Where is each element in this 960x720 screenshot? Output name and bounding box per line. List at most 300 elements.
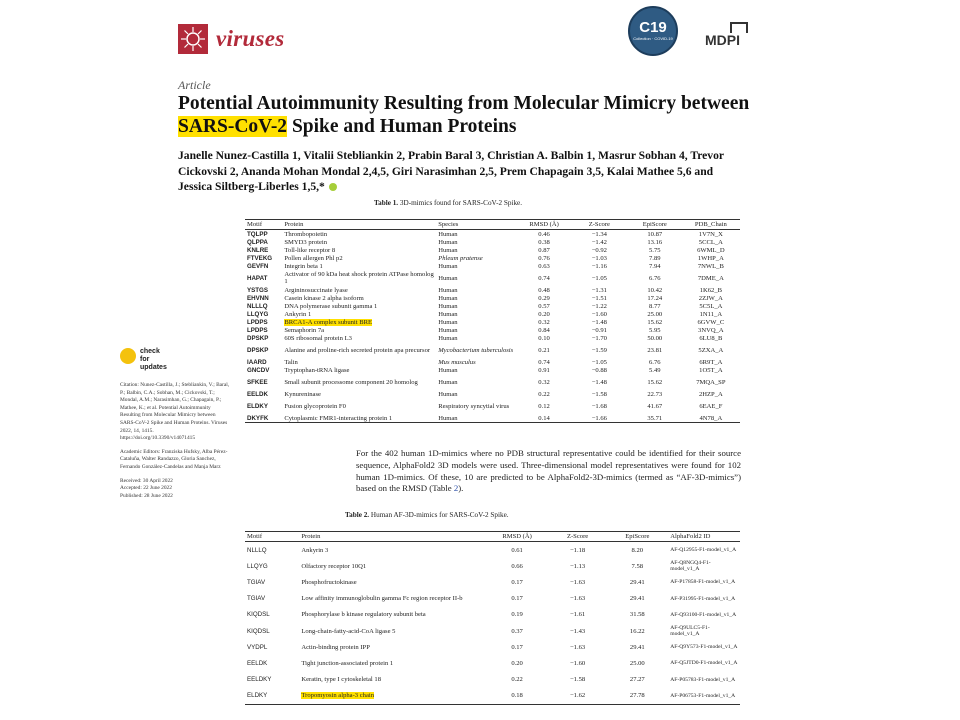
- table1-cell-text: FTVEKG: [247, 254, 273, 262]
- table2-cell: [606, 607, 668, 623]
- table1-cell-text: Human: [438, 286, 458, 294]
- table1-cell: [571, 254, 628, 262]
- table1-cell-text: 0.12: [538, 402, 550, 410]
- table1-cell: [282, 262, 436, 270]
- table1-cell-text: −0.88: [591, 366, 607, 374]
- table2-cell-text: 0.17: [511, 643, 523, 651]
- table2-cell: [245, 623, 299, 639]
- table2-cell: [299, 639, 485, 655]
- table-row: [245, 238, 740, 246]
- table2-cell-text: AF-Q8NGQ4-F1-model_v1_A: [670, 560, 711, 573]
- table1-cell: [517, 342, 571, 358]
- table2-cell: [668, 558, 740, 574]
- table1-cell-text: Fusion glycoprotein F0: [284, 402, 346, 410]
- table1-cell-text: Human: [438, 366, 458, 374]
- table1-cell: [628, 254, 682, 262]
- table2-cell-text: 27.27: [629, 676, 645, 684]
- table1-cell-text: Human: [438, 414, 458, 422]
- table2-cell-text: 0.61: [511, 546, 523, 554]
- table1-cell: [628, 294, 682, 302]
- table1-cell: [628, 398, 682, 414]
- table1-cell-text: 50.00: [647, 334, 663, 342]
- table1-header-3: RMSD (Å): [517, 220, 571, 230]
- table1-cell-text: −1.16: [591, 262, 607, 270]
- publisher-logo: MDPI: [705, 32, 740, 48]
- table1-cell-text: Integrin beta 1: [284, 262, 323, 270]
- table1-header-2: Species: [436, 220, 517, 230]
- table1-cell: [682, 310, 740, 318]
- table1-cell-text: −1.70: [591, 334, 607, 342]
- table1-cell: [282, 254, 436, 262]
- table1-cell: [682, 318, 740, 326]
- table2-cell: [668, 623, 740, 639]
- table1-cell-text: 0.32: [538, 378, 550, 386]
- table1-cell: [571, 334, 628, 342]
- table1-cell: [628, 302, 682, 310]
- table2-cell: [245, 591, 299, 607]
- table1-cell: [517, 366, 571, 374]
- table1-cell-text: 41.67: [647, 402, 663, 410]
- table-row: [245, 542, 740, 559]
- table1-cell: [245, 326, 282, 334]
- table1-cell-text: 0.46: [538, 230, 550, 238]
- table1-cell-text: GNCDV: [247, 366, 270, 374]
- table2-cell-text: 31.58: [629, 611, 645, 619]
- table1-cell-text: 5CCL_A: [698, 238, 723, 246]
- table2-cell-text: KIQDSL: [247, 611, 270, 619]
- table1-cell: [571, 238, 628, 246]
- table1-cell-text: HAPAT: [247, 274, 268, 282]
- table2-cell-text: −1.63: [569, 643, 586, 651]
- table1-cell-text: 60S ribosomal protein L3: [284, 334, 352, 342]
- table-row: [245, 574, 740, 590]
- table1-cell-text: −1.05: [591, 274, 607, 282]
- table1-cell: [682, 398, 740, 414]
- table2-header-0: Motif: [245, 532, 299, 542]
- table2-cell: [549, 542, 607, 559]
- table2-cell: [485, 623, 548, 639]
- table1-cell-text: −1.22: [591, 302, 607, 310]
- table-row: [245, 607, 740, 623]
- table1-cell: [682, 238, 740, 246]
- table1-cell: [682, 358, 740, 366]
- table1-cell: [628, 366, 682, 374]
- table2-cell-text: −1.13: [569, 562, 586, 570]
- table1-cell-text: 5.75: [649, 246, 661, 254]
- table1-cell: [436, 334, 517, 342]
- table2-cell: [549, 607, 607, 623]
- table1-cell: [282, 270, 436, 286]
- table2-cell: [485, 607, 548, 623]
- table-row: [245, 342, 740, 358]
- table1-cell: [571, 270, 628, 286]
- table1-cell: [517, 414, 571, 423]
- table1-cell-text: 0.32: [538, 318, 550, 326]
- table1-cell-text: LLQYG: [247, 310, 269, 318]
- table2-cell: [299, 591, 485, 607]
- table1-cell: [436, 238, 517, 246]
- table1-cell: [282, 286, 436, 294]
- table-row: [245, 262, 740, 270]
- table2-cell: [549, 558, 607, 574]
- table-row: [245, 414, 740, 423]
- table2-cell-text: Ankyrin 3: [301, 546, 329, 554]
- table1-cell-text: Kynureninase: [284, 390, 321, 398]
- table2-cell-text: 27.78: [629, 692, 645, 700]
- table2-cell: [606, 672, 668, 688]
- table1-cell-text: 0.29: [538, 294, 550, 302]
- table1-cell: [571, 358, 628, 366]
- table1-cell: [628, 374, 682, 390]
- table1-header-0: Motif: [245, 220, 282, 230]
- table2-caption-label: Table 2.: [345, 511, 370, 519]
- table1-cell: [571, 390, 628, 398]
- table1-cell-text: 35.71: [647, 414, 663, 422]
- table2-cell: [299, 607, 485, 623]
- table2-cell-text: LLQYG: [247, 562, 268, 570]
- table2-cell-text: AF-P05783-F1-model_v1_A: [670, 676, 736, 683]
- table1-cell: [628, 310, 682, 318]
- table1-cell-text: Semaphorin 7a: [284, 326, 325, 334]
- table1-cell-text: 0.63: [538, 262, 550, 270]
- table1-cell: [571, 342, 628, 358]
- table1-cell: [282, 326, 436, 334]
- table2-cell: [245, 655, 299, 671]
- table2-cell-text: 0.66: [511, 562, 523, 570]
- table1-cell-text: SFKEE: [247, 378, 268, 386]
- table2-cell: [606, 688, 668, 705]
- table2-cell-text: 25.00: [629, 659, 645, 667]
- table2-cell: [606, 542, 668, 559]
- table1-cell: [282, 414, 436, 423]
- table1-cell-text: −1.66: [591, 414, 607, 422]
- table2-cell-text: −1.43: [569, 627, 586, 635]
- table1-cell: [682, 254, 740, 262]
- table1-cell-text: IAARD: [247, 358, 267, 366]
- table1-cell: [571, 366, 628, 374]
- academic-editors: Academic Editors: Franziska Hufsky, Alba Pérez-Cataluña, Walter Randazzo, Gloria Sanchez, Fernando González-Candelas and Manja Marz: [120, 448, 228, 470]
- title-part2: Spike and Human Proteins: [287, 116, 517, 137]
- table1-cell: [571, 294, 628, 302]
- table1-cell-text: Mus musculus: [438, 358, 476, 366]
- table1-cell: [436, 286, 517, 294]
- table2-cell: [245, 607, 299, 623]
- check-line1: check for: [140, 348, 160, 363]
- table1-cell: [628, 414, 682, 423]
- table1-cell: [682, 302, 740, 310]
- table1-cell: [282, 302, 436, 310]
- author-list: [178, 148, 748, 195]
- table2-cell-text: 0.20: [511, 659, 523, 667]
- table1-cell: [245, 414, 282, 423]
- table1-header-6: PDB_Chain: [682, 220, 740, 230]
- table2-cell-text: Low affinity immunoglobulin gamma Fc region receptor II-b: [301, 595, 463, 603]
- table1-cell-text: Human: [438, 246, 458, 254]
- table1-cell-text: 10.42: [647, 286, 663, 294]
- table-row: [245, 230, 740, 239]
- table2-cell-text: 16.22: [629, 627, 645, 635]
- table1-cell: [245, 262, 282, 270]
- table1-caption-text: 3D-mimics found for SARS-CoV-2 Spike.: [398, 199, 523, 207]
- table1-cell-text: Phleum pratense: [438, 254, 483, 262]
- table1-cell-text: Human: [438, 238, 458, 246]
- published-date: Published: 28 June 2022: [120, 492, 173, 499]
- table1-cell-text: 1K62_B: [699, 286, 723, 294]
- table1-cell: [571, 230, 628, 239]
- table2-cell: [245, 639, 299, 655]
- table1-caption: [374, 199, 522, 207]
- table2-cell-text: TGIAV: [247, 578, 266, 586]
- table1-cell-text: Argininosuccinate lyase: [284, 286, 348, 294]
- table1-cell: [682, 246, 740, 254]
- table1-cell-text: 3NVQ_A: [698, 326, 724, 334]
- table-row: [245, 398, 740, 414]
- table1-cell-text: 17.24: [647, 294, 663, 302]
- table1-cell: [571, 318, 628, 326]
- table1-cell-text: −1.31: [591, 286, 607, 294]
- table2-cell-text: AF-Q12955-F1-model_v1_A: [670, 547, 737, 554]
- table2-cell: [668, 607, 740, 623]
- table1-cell: [245, 318, 282, 326]
- table2-cell-text: −1.62: [569, 692, 586, 700]
- article-type: Article: [178, 78, 211, 92]
- table1-cell-text: 25.00: [647, 310, 663, 318]
- table1-cell-text: Human: [438, 302, 458, 310]
- table2-cell-text: 7.58: [631, 562, 644, 570]
- table1-cell-text: −1.05: [591, 358, 607, 366]
- table1-cell: [517, 326, 571, 334]
- table1-cell: [517, 390, 571, 398]
- received-date: Received: 30 April 2022: [120, 477, 173, 484]
- table1-cell: [282, 294, 436, 302]
- table1: [245, 219, 740, 423]
- table1-cell: [245, 310, 282, 318]
- table1-cell: [436, 230, 517, 239]
- table1-cell-text: Alanine and proline-rich secreted protein apa precursor: [284, 346, 431, 354]
- table2-cell-text: AF-P17858-F1-model_v1_A: [670, 579, 736, 586]
- table1-cell: [682, 414, 740, 423]
- table1-cell-text: −1.42: [591, 238, 607, 246]
- table1-cell: [682, 374, 740, 390]
- table1-cell: [517, 398, 571, 414]
- table1-cell: [282, 238, 436, 246]
- table1-cell-text: 5C5L_A: [699, 302, 723, 310]
- table1-cell: [571, 414, 628, 423]
- table1-cell-text: Toll-like receptor 8: [284, 246, 336, 254]
- c19-badge-icon: [628, 6, 678, 56]
- table2-cell-text: NLLLQ: [247, 546, 267, 554]
- table1-cell: [436, 246, 517, 254]
- table1-cell-text: −1.03: [591, 254, 607, 262]
- table1-cell: [628, 318, 682, 326]
- table1-cell: [245, 270, 282, 286]
- table1-cell-text: 5.49: [649, 366, 661, 374]
- badge-big-text: C19: [639, 19, 667, 36]
- table1-cell-text: 4N78_A: [699, 414, 723, 422]
- table1-cell-text: Talin: [284, 358, 298, 366]
- table2-cell-text: ELDKY: [247, 692, 268, 700]
- table-row: [245, 286, 740, 294]
- table1-cell-text: 6.76: [649, 358, 661, 366]
- table1-cell-text: 0.10: [538, 334, 550, 342]
- table1-cell: [436, 318, 517, 326]
- table1-cell-text: 1WHP_A: [697, 254, 724, 262]
- table2-cell: [606, 623, 668, 639]
- table2-header-2: RMSD (Å): [485, 532, 548, 542]
- table1-cell: [436, 254, 517, 262]
- table1-cell: [628, 326, 682, 334]
- viruses-logo-icon: [178, 24, 208, 54]
- table1-cell-text: 1V7N_X: [698, 230, 723, 238]
- table1-cell: [436, 342, 517, 358]
- table1-cell: [245, 358, 282, 366]
- table1-cell-text: 1N11_A: [699, 310, 723, 318]
- table1-cell-text: EHVNN: [247, 294, 269, 302]
- table1-cell-text: 0.87: [538, 246, 550, 254]
- table1-cell-text: 2HZP_A: [698, 390, 723, 398]
- table2-cell: [485, 688, 548, 705]
- table2-cell: [606, 558, 668, 574]
- table1-cell-text: BRCA1-A complex subunit BRE: [284, 318, 373, 326]
- authors-text: Janelle Nunez-Castilla 1, Vitalii Stebliankin 2, Prabin Baral 3, Christian A. Balbin 1, Masrur Sobhan 4, Trevor Cickovski 2, Ananda Mohan Mondal 2,4,5, Giri Narasimhan 2,5, Prem Chapagain 3,5, Kalai Mathee 5,6 and Jessica Siltberg-Liberles 1,5,*: [178, 149, 724, 193]
- table-row: [245, 688, 740, 705]
- table-row: [245, 326, 740, 334]
- table1-cell: [682, 286, 740, 294]
- table2-header-1: Protein: [299, 532, 485, 542]
- table1-cell: [682, 270, 740, 286]
- table1-cell: [282, 334, 436, 342]
- orcid-icon[interactable]: [329, 183, 337, 191]
- table1-cell: [628, 270, 682, 286]
- table1-cell-text: Cytoplasmic FMR1-interacting protein 1: [284, 414, 393, 422]
- table1-cell-text: LPDPS: [247, 326, 268, 334]
- table-row: [245, 639, 740, 655]
- table1-cell-text: 1O5T_A: [699, 366, 723, 374]
- table1-cell: [628, 334, 682, 342]
- table2-header-3: Z-Score: [549, 532, 607, 542]
- table1-cell: [245, 334, 282, 342]
- table2-cell: [549, 655, 607, 671]
- table1-cell-text: −1.48: [591, 318, 607, 326]
- table2-cell: [549, 639, 607, 655]
- table2-cell-text: 29.41: [629, 643, 645, 651]
- table2-cell-text: Keratin, type I cytoskeletal 18: [301, 676, 382, 684]
- table1-cell: [571, 246, 628, 254]
- table-row: [245, 374, 740, 390]
- table2-cell-text: 0.17: [511, 595, 523, 603]
- table1-cell: [628, 390, 682, 398]
- table2-cell: [299, 542, 485, 559]
- table1-cell: [282, 310, 436, 318]
- table2-cell: [485, 639, 548, 655]
- table2-cell: [485, 558, 548, 574]
- table1-cell-text: Human: [438, 274, 458, 282]
- table1-cell: [282, 358, 436, 366]
- table1-cell-text: 6WML_D: [697, 246, 725, 254]
- table1-cell: [436, 366, 517, 374]
- table1-cell-text: Human: [438, 262, 458, 270]
- table1-cell-text: YSTGS: [247, 286, 268, 294]
- table1-cell-text: NLLLQ: [247, 302, 268, 310]
- table1-cell: [571, 302, 628, 310]
- paper-title: [178, 92, 768, 138]
- table1-cell: [517, 334, 571, 342]
- table2-cell-text: Long-chain-fatty-acid-CoA ligase 5: [301, 627, 396, 635]
- table1-cell-text: Human: [438, 326, 458, 334]
- table2-cell: [485, 542, 548, 559]
- table1-cell-text: 15.62: [647, 318, 663, 326]
- table2-cell-text: −1.60: [569, 659, 586, 667]
- table1-cell-text: 0.48: [538, 286, 550, 294]
- table2-cell-text: Tropomyosin alpha-3 chain: [301, 692, 375, 700]
- table2-cell-text: AF-Q5JTD0-F1-model_v1_A: [670, 660, 738, 667]
- table1-cell: [436, 358, 517, 366]
- title-part1: Potential Autoimmunity Resulting from Molecular Mimicry between: [178, 93, 750, 114]
- table1-cell: [682, 342, 740, 358]
- table1-cell: [282, 230, 436, 239]
- table1-cell-text: 7NWL_B: [697, 262, 724, 270]
- table1-cell-text: Human: [438, 334, 458, 342]
- table-row: [245, 254, 740, 262]
- table1-cell: [245, 230, 282, 239]
- table1-cell-text: Mycobacterium tuberculosis: [438, 346, 514, 354]
- table2-cell: [245, 672, 299, 688]
- table2-cell: [299, 558, 485, 574]
- table1-cell-text: −1.34: [591, 230, 607, 238]
- table2-cell-text: −1.58: [569, 676, 586, 684]
- table2-cell: [299, 655, 485, 671]
- table1-cell: [436, 270, 517, 286]
- table1-cell-text: 7MQA_SP: [696, 378, 726, 386]
- table1-cell: [245, 294, 282, 302]
- table1-cell-text: Human: [438, 378, 458, 386]
- table1-cell: [245, 342, 282, 358]
- table1-cell: [628, 286, 682, 294]
- table1-cell: [436, 262, 517, 270]
- table2-cell-text: TGIAV: [247, 595, 266, 603]
- table2-cell: [668, 672, 740, 688]
- table1-cell-text: Human: [438, 318, 458, 326]
- table2-cell: [549, 591, 607, 607]
- table-row: [245, 591, 740, 607]
- table2-caption-text: Human AF-3D-mimics for SARS-CoV-2 Spike.: [369, 511, 509, 519]
- table1-cell-text: 0.21: [538, 346, 550, 354]
- table2-cell-text: AF-P31995-F1-model_v1_A: [670, 595, 736, 602]
- table1-cell-text: KNLRE: [247, 246, 269, 254]
- table2-link[interactable]: 2: [453, 483, 459, 494]
- table2-cell: [606, 574, 668, 590]
- table1-cell: [517, 358, 571, 366]
- table1-cell: [282, 318, 436, 326]
- table1-cell-text: Casein kinase 2 alpha isoform: [284, 294, 364, 302]
- table1-cell-text: 0.91: [538, 366, 550, 374]
- table2-cell: [668, 655, 740, 671]
- table2-cell-text: EELDKY: [247, 676, 272, 684]
- table1-cell-text: LPDPS: [247, 318, 268, 326]
- table1-cell: [628, 246, 682, 254]
- table2-cell-text: −1.63: [569, 578, 586, 586]
- table1-cell: [245, 302, 282, 310]
- table-row: [245, 655, 740, 671]
- table2-cell-text: 0.19: [511, 611, 523, 619]
- body-paragraph: [356, 448, 741, 495]
- badge-small-text: Collection · COVID-19: [633, 36, 673, 41]
- table2-cell-text: Phosphorylase b kinase regulatory subunit beta: [301, 611, 426, 619]
- body-text-end: ).: [458, 483, 464, 494]
- table1-cell: [436, 398, 517, 414]
- table-row: [245, 334, 740, 342]
- table2-cell-text: −1.63: [569, 595, 586, 603]
